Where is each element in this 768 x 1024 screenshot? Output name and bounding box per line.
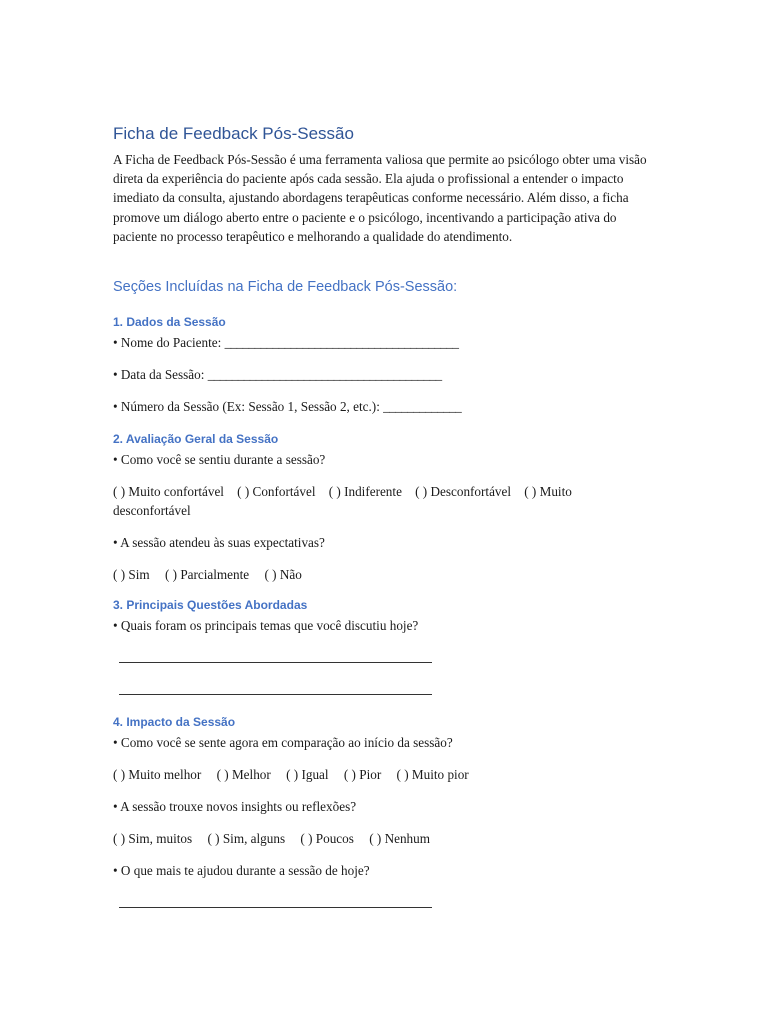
comparison-options[interactable] xyxy=(113,765,469,784)
expectations-options[interactable] xyxy=(113,565,302,584)
topics-question: • Quais foram os principais temas que você discutiu hoje? xyxy=(113,618,419,633)
patient-name-blank[interactable]: _______________________________________ xyxy=(224,335,459,350)
intro-paragraph: A Ficha de Feedback Pós-Sessão é uma ferramenta valiosa que permite ao psicólogo obter uma visão direta da experiência do paciente após cada sessão. Ela ajuda o profissional a entender o impacto imediato da consulta, ajustando abordagens terapêuticas conforme necessário. Além disso, a ficha promove um diálogo aberto entre o paciente e o psicólogo, incentivando a participação ativa do paciente no processo terapêutico e melhorando a qualidade do atendimento. xyxy=(113,152,647,244)
session-number-blank[interactable]: _____________ xyxy=(383,399,462,414)
option-parcialmente[interactable]: ( ) Parcialmente xyxy=(164,567,250,582)
session-number-field[interactable] xyxy=(113,397,461,416)
section-2-heading: 2. Avaliação Geral da Sessão xyxy=(113,432,279,446)
patient-name-field[interactable] xyxy=(113,333,458,352)
session-number-label: • Número da Sessão (Ex: Sessão 1, Sessão 2, etc.): xyxy=(113,399,384,414)
option-igual[interactable]: ( ) Igual xyxy=(286,767,329,782)
comparison-question: • Como você se sente agora em comparação ao início da sessão? xyxy=(113,735,453,750)
option-sim-alguns[interactable]: ( ) Sim, alguns xyxy=(207,831,286,846)
insights-question: • A sessão trouxe novos insights ou reflexões? xyxy=(113,799,357,814)
session-date-label: • Data da Sessão: xyxy=(113,367,208,382)
insights-options[interactable] xyxy=(113,829,430,848)
option-sim-muitos[interactable]: ( ) Sim, muitos xyxy=(113,831,193,846)
session-date-field[interactable] xyxy=(113,365,441,384)
option-sim[interactable]: ( ) Sim xyxy=(113,567,150,582)
option-muito-melhor[interactable]: ( ) Muito melhor xyxy=(113,767,202,782)
helped-answer-line[interactable] xyxy=(119,907,432,908)
feeling-options[interactable]: ( ) Muito confortável ( ) Confortável ( ) Indiferente ( ) Desconfortável ( ) Muito desconfortável xyxy=(113,484,576,518)
option-nao[interactable]: ( ) Não xyxy=(264,567,302,582)
expectations-question: • A sessão atendeu às suas expectativas? xyxy=(113,535,325,550)
topics-answer-line-2[interactable] xyxy=(119,694,432,695)
patient-name-label: • Nome do Paciente: xyxy=(113,335,225,350)
option-muito-pior[interactable]: ( ) Muito pior xyxy=(396,767,469,782)
option-melhor[interactable]: ( ) Melhor xyxy=(216,767,271,782)
topics-answer-line-1[interactable] xyxy=(119,662,432,663)
section-3-heading: 3. Principais Questões Abordadas xyxy=(113,598,308,612)
option-poucos[interactable]: ( ) Poucos xyxy=(300,831,354,846)
section-1-heading: 1. Dados da Sessão xyxy=(113,315,226,329)
option-nenhum[interactable]: ( ) Nenhum xyxy=(369,831,430,846)
helped-question: • O que mais te ajudou durante a sessão de hoje? xyxy=(113,863,370,878)
option-pior[interactable]: ( ) Pior xyxy=(343,767,382,782)
sections-heading: Seções Incluídas na Ficha de Feedback Pós-Sessão: xyxy=(113,279,458,295)
session-date-blank[interactable]: _______________________________________ xyxy=(207,367,442,382)
feeling-question: • Como você se sentiu durante a sessão? xyxy=(113,452,326,467)
page-title: Ficha de Feedback Pós-Sessão xyxy=(113,124,354,143)
section-4-heading: 4. Impacto da Sessão xyxy=(113,715,236,729)
